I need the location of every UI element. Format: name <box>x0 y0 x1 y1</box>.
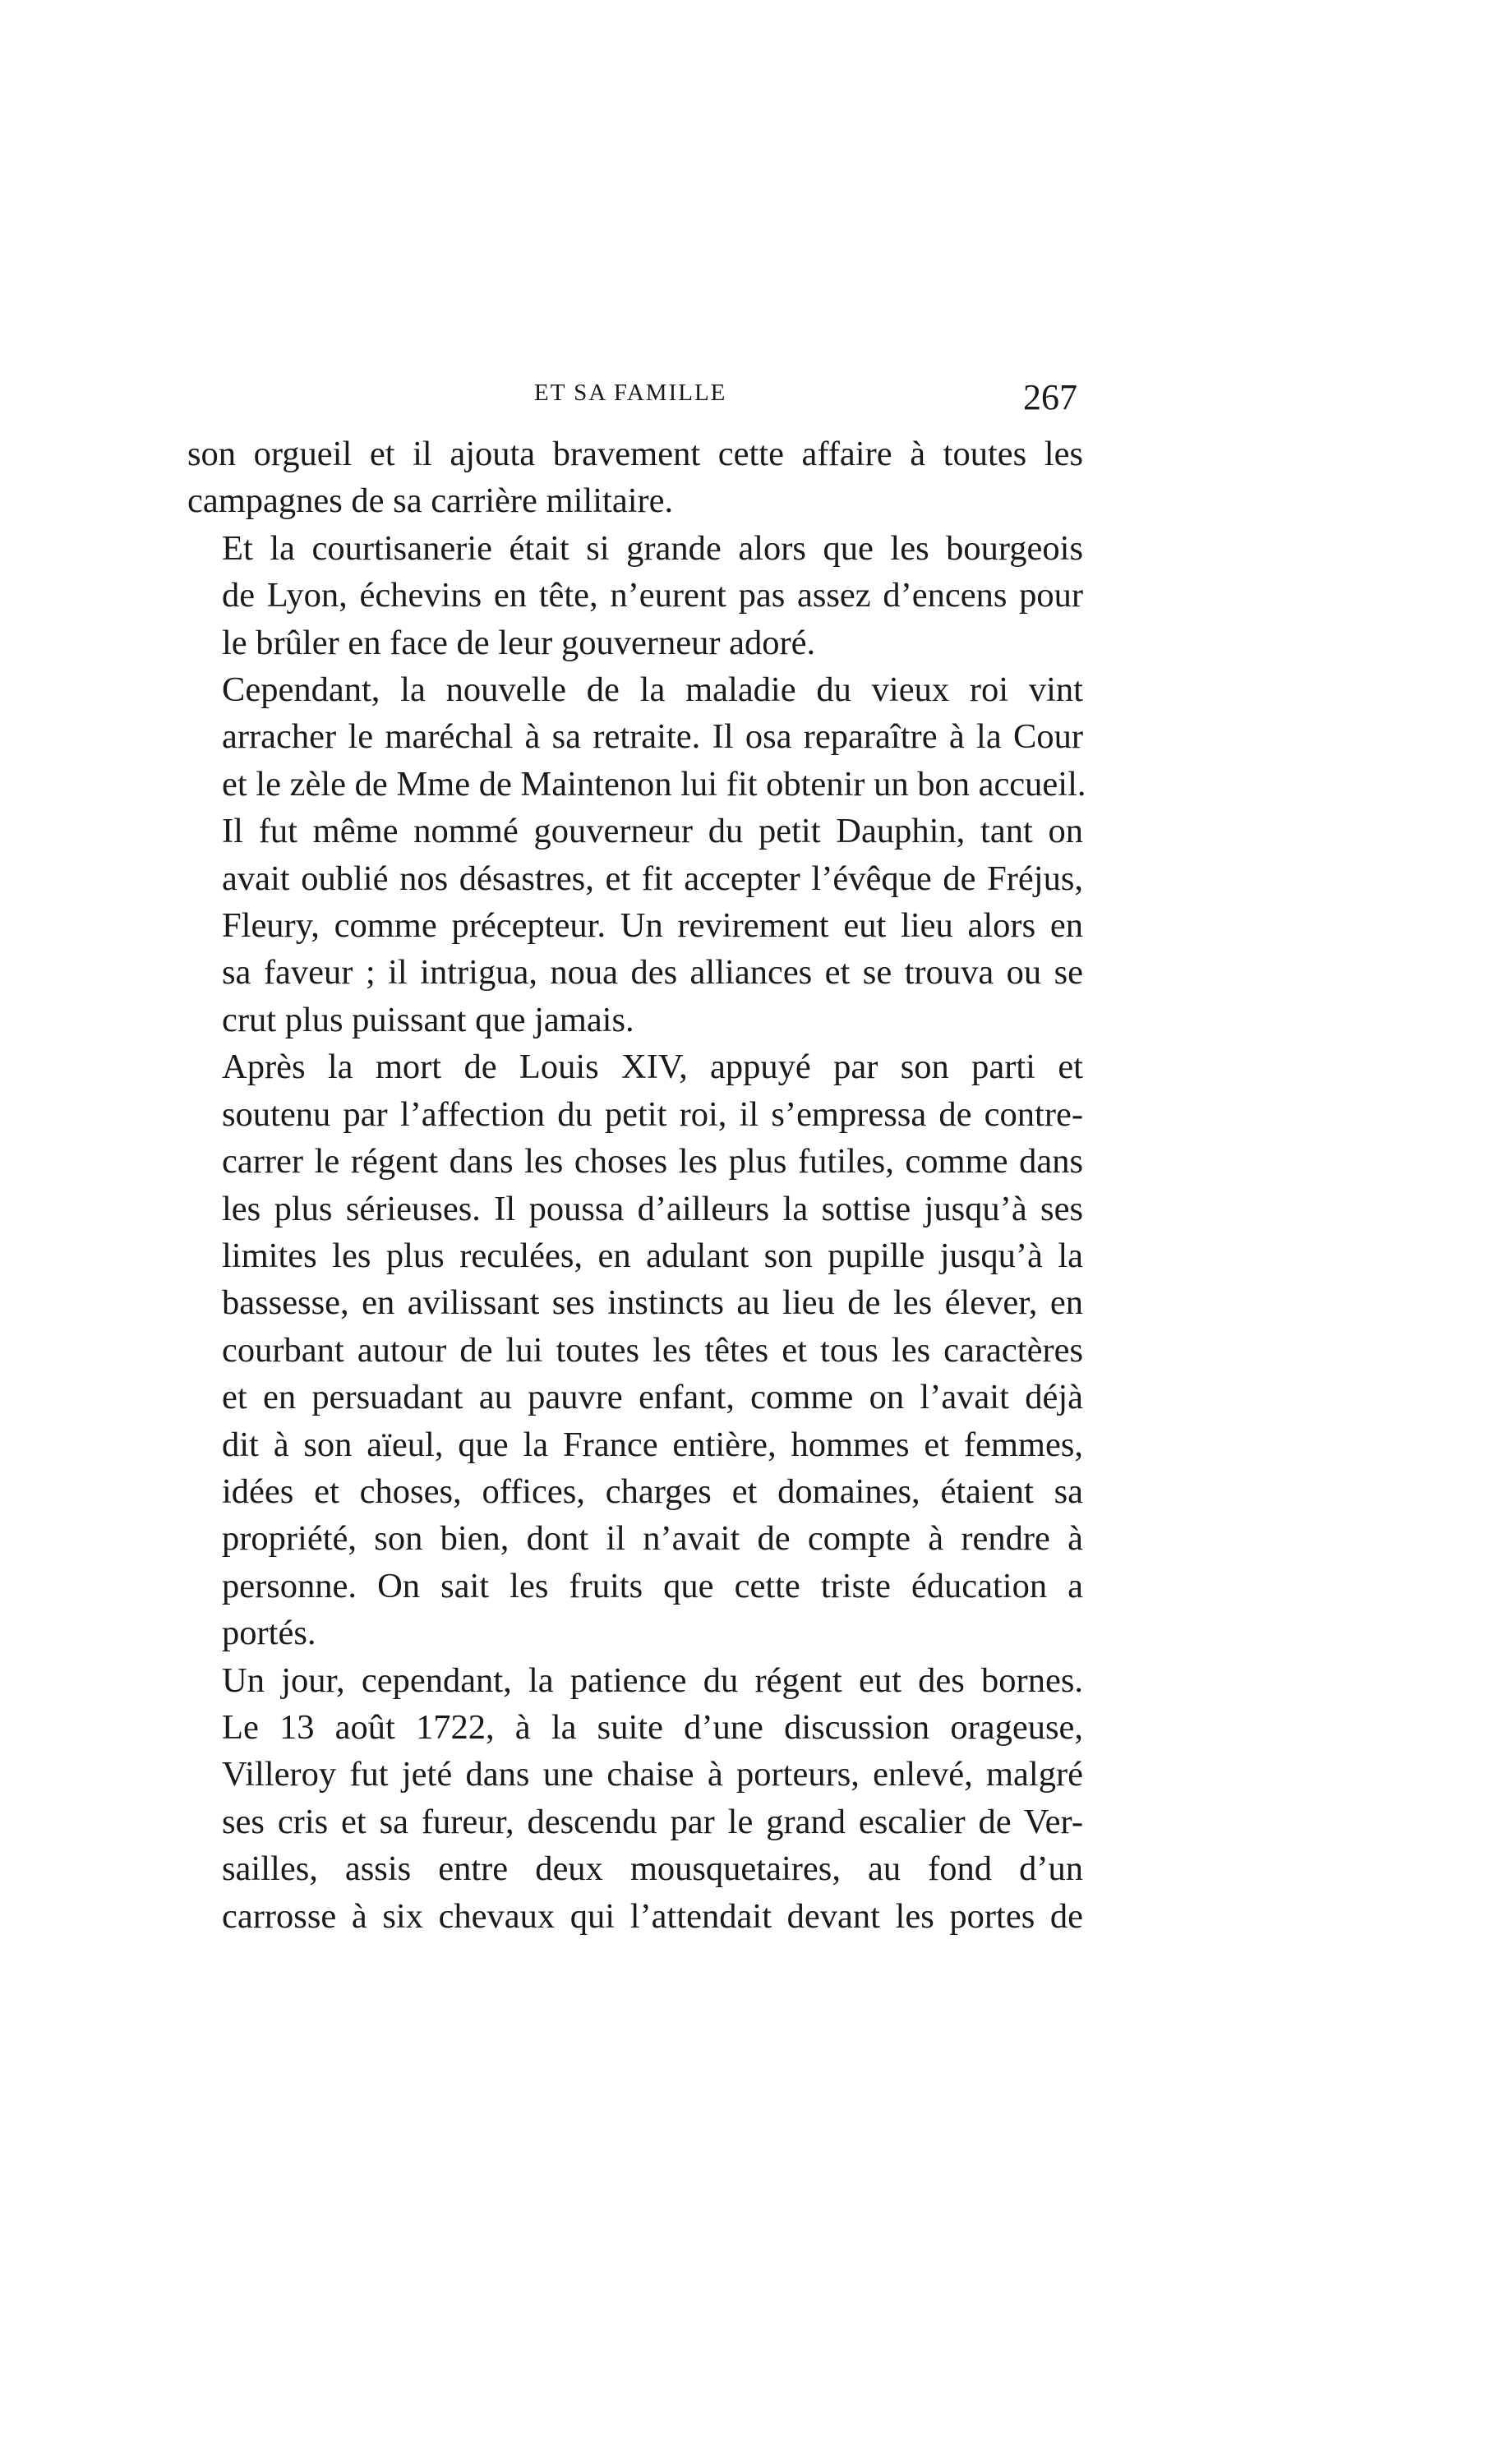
body-text <box>187 431 1086 1940</box>
text-line: bassesse, en avilissant ses instincts au lieu de les élever, en <box>222 1283 1083 1323</box>
text-line: carrer le régent dans les choses les plus futiles, comme dans <box>222 1142 1083 1181</box>
paragraph <box>187 525 1083 666</box>
text-line: sa faveur ; il intrigua, noua des alliances et se trouva ou se <box>222 953 1083 993</box>
text-line: et le zèle de Mme de Maintenon lui fit obtenir un bon accueil. <box>222 764 1086 804</box>
paragraph <box>187 1657 1083 1940</box>
text-line: propriété, son bien, dont il n’avait de compte à rendre à <box>222 1519 1083 1559</box>
paragraph <box>187 666 1086 1043</box>
text-line: portés. <box>222 1614 316 1653</box>
text-line: le brûler en face de leur gouverneur adoré. <box>222 623 816 662</box>
paragraph <box>187 1043 1083 1656</box>
text-line: dit à son aïeul, que la France entière, hommes et femmes, <box>222 1425 1083 1464</box>
text-line: Cependant, la nouvelle de la maladie du vieux roi vint <box>222 670 1083 710</box>
text-line: avait oublié nos désastres, et fit accepter l’évêque de Fréjus, <box>222 859 1083 898</box>
text-line: les plus sérieuses. Il poussa d’ailleurs la sottise jusqu’à ses <box>222 1189 1083 1228</box>
text-line: de Lyon, échevins en tête, n’eurent pas assez d’encens pour <box>222 576 1083 615</box>
text-line: Il fut même nommé gouverneur du petit Dauphin, tant on <box>222 812 1083 851</box>
text-line: soutenu par l’affection du petit roi, il s’empressa de contre- <box>222 1094 1083 1134</box>
text-line: idées et choses, offices, charges et domaines, étaient sa <box>222 1471 1083 1511</box>
text-line: sailles, assis entre deux mousquetaires, au fond d’un <box>222 1849 1083 1889</box>
text-line: personne. On sait les fruits que cette triste éducation a <box>222 1566 1083 1605</box>
text-line: son orgueil et il ajouta bravement cette affaire à toutes les <box>187 435 1083 473</box>
text-line: campagnes de sa carrière militaire. <box>187 481 674 521</box>
text-line: ses cris et sa fureur, descendu par le grand escalier de Ver- <box>222 1802 1083 1841</box>
text-line: Villeroy fut jeté dans une chaise à porteurs, enlevé, malgré <box>222 1755 1083 1794</box>
text-line: arracher le maréchal à sa retraite. Il osa reparaître à la Cour <box>222 717 1083 757</box>
running-title: ET SA FAMILLE <box>534 380 727 406</box>
text-line: et en persuadant au pauvre enfant, comme on l’avait déjà <box>222 1378 1083 1417</box>
text-line: Après la mort de Louis XIV, appuyé par son parti et <box>222 1048 1083 1087</box>
text-line: Le 13 août 1722, à la suite d’une discussion orageuse, <box>222 1707 1083 1747</box>
text-line: limites les plus reculées, en adulant son pupille jusqu’à la <box>222 1236 1083 1275</box>
text-line: courbant autour de lui toutes les têtes et tous les caractères <box>222 1330 1083 1370</box>
text-line: Et la courtisanerie était si grande alors que les bourgeois <box>222 528 1083 568</box>
paragraph <box>187 431 1083 525</box>
text-line: crut plus puissant que jamais. <box>222 1000 634 1039</box>
text-line: Fleury, comme précepteur. Un revirement eut lieu alors en <box>222 906 1083 946</box>
page-number: 267 <box>1023 377 1077 417</box>
text-line: carrosse à six chevaux qui l’attendait devant les portes de <box>222 1896 1083 1936</box>
text-line: Un jour, cependant, la patience du régent eut des bornes. <box>222 1660 1083 1700</box>
